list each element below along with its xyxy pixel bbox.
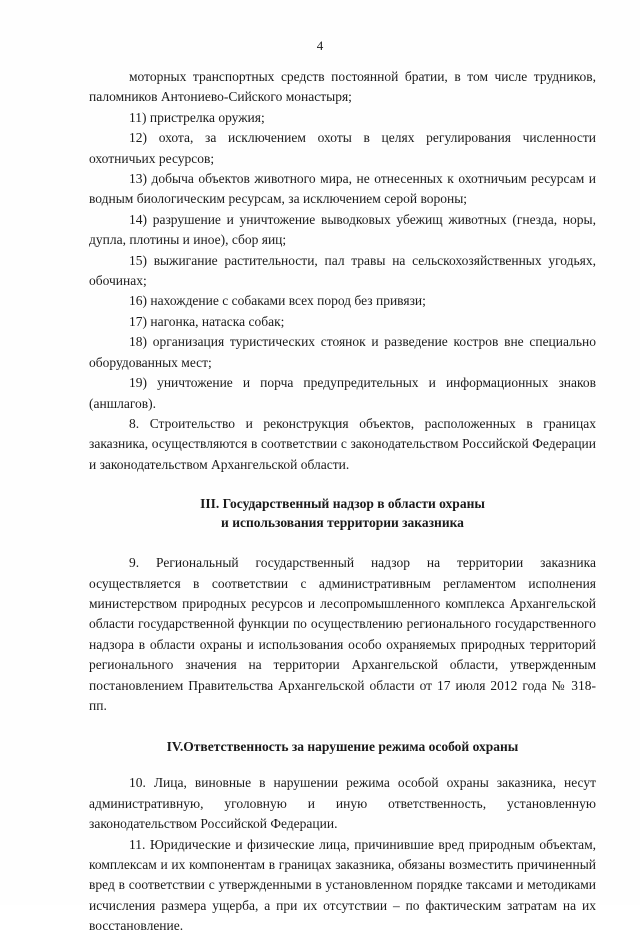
list-item-19: 19) уничтожение и порча предупредительных и информационных знаков (аншлагов). [89,375,596,411]
section-iii-heading-line2: и использования территории заказника [221,515,464,531]
page-number: 4 [316,38,324,53]
paragraph-10: 10. Лица, виновные в нарушении режима особой охраны заказника, несут административную, уголовную и иную ответственность, установленную законодательством Российской Федерации. [89,775,596,832]
list-item-12: 12) охота, за исключением охоты в целях регулирования численности охотничьих ресурсов; [89,130,596,166]
list-item-16: 16) нахождение с собаками всех пород без привязи; [129,293,426,309]
list-item-11: 11) пристрелка оружия; [129,109,265,125]
list-item-15: 15) выжигание растительности, пал травы на сельскохозяйственных угодьях, обочинах; [89,252,596,289]
list-item-14: 14) разрушение и уничтожение выводковых убежищ животных (гнезда, норы, дупла, плотины и иное), сбор яиц; [89,211,596,248]
section-iv-heading: IV.Ответственность за нарушение режима особой охраны [166,739,519,755]
list-item-18: 18) организация туристических стоянок и разведение костров вне специально оборудованных мест; [89,334,596,370]
paragraph-8: 8. Строительство и реконструкция объектов, расположенных в границах заказника, осуществляются в соответствии с законодательством Российской Федерации и законодательством Архангельской области. [89,415,596,472]
section-iii-heading [89,494,596,532]
section-iii-heading-line1: III. Государственный надзор в области охраны [200,496,485,512]
item-10-continuation: моторных транспортных средств постоянной братии, в том числе трудников, паломников Антониево-Сийского монастыря; [89,69,596,105]
paragraph-11: 11. Юридические и физические лица, причинившие вред природным объектам, комплексам и их компонентам в границах заказника, обязаны возместить причиненный вред в соответствии с утвержденными в установленном порядке таксами и методиками исчисления размера ущерба, а при их отсутствии – по фактическим затратам на их восстановление. [89,836,596,934]
list-item-13: 13) добыча объектов животного мира, не отнесенных к охотничьим ресурсам и водным биологическим ресурсам, за исключением серой вороны; [89,171,596,207]
paragraph-9: 9. Региональный государственный надзор на территории заказника осуществляется в соответствии с административным регламентом исполнения министерством природных ресурсов и лесопромышленного комплекса Архангельской области государственной функции по осуществлению регионального государственного надзора в области охраны и использования особо охраняемых природных территорий регионального значения на территории Архангельской области, утвержденным постановлением Правительства Архангельской области от 17 июля 2012 года № 318-пп. [89,555,596,713]
document-body [89,67,596,937]
list-item-17: 17) нагонка, натаска собак; [129,313,285,329]
